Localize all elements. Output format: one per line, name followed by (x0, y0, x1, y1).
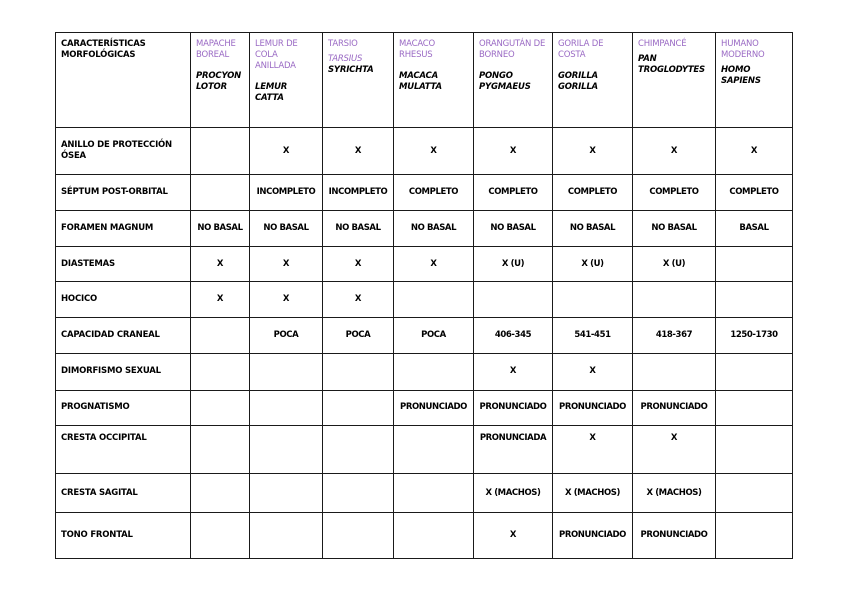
cell: PRONUNCIADO (633, 513, 716, 559)
cell (716, 513, 793, 559)
cell: COMPLETO (633, 174, 716, 210)
scientific-name: LEMUR CATTA (255, 82, 288, 104)
row-label: FORAMEN MAGNUM (56, 211, 191, 246)
cell: PRONUNCIADO (633, 390, 716, 425)
cell: POCA (250, 317, 323, 353)
row-label: CAPACIDAD CRANEAL (56, 317, 191, 353)
cell (394, 426, 474, 474)
cell (191, 426, 250, 474)
cell: X (MACHOS) (633, 473, 716, 513)
cell: NO BASAL (553, 211, 633, 246)
header-characteristics: CARACTERÍSTICAS MORFOLÓGICAS (56, 33, 191, 128)
row-label: DIMORFISMO SEXUAL (56, 354, 191, 390)
table-row (56, 174, 793, 210)
cell: COMPLETO (553, 174, 633, 210)
cell (250, 426, 323, 474)
header-species-4 (474, 33, 553, 128)
cell: X (191, 246, 250, 281)
common-name: MACACO RHESUS (399, 39, 436, 61)
cell: NO BASAL (633, 211, 716, 246)
cell: 418-367 (633, 317, 716, 353)
cell (191, 473, 250, 513)
scientific-name: GORILLA GORILLA (558, 71, 598, 93)
cell: X (323, 128, 394, 175)
row-label: ANILLO DE PROTECCIÓN ÓSEA (56, 128, 191, 175)
cell: X (U) (553, 246, 633, 281)
header-species-2 (323, 33, 394, 128)
cell: 406-345 (474, 317, 553, 353)
cell (394, 354, 474, 390)
common-name: LEMUR DE COLA ANILLADA (255, 39, 298, 72)
row-label: TONO FRONTAL (56, 513, 191, 559)
cell (323, 513, 394, 559)
header-species-1 (250, 33, 323, 128)
scientific-name: HOMO SAPIENS (721, 65, 761, 87)
cell: X (MACHOS) (474, 473, 553, 513)
cell: INCOMPLETO (323, 174, 394, 210)
cell: X (633, 128, 716, 175)
cell (716, 246, 793, 281)
cell: X (394, 246, 474, 281)
common-name: HUMANO MODERNO (721, 39, 765, 61)
cell: COMPLETO (394, 174, 474, 210)
cell (716, 473, 793, 513)
cell: X (716, 128, 793, 175)
cell: COMPLETO (716, 174, 793, 210)
table-row (56, 354, 793, 390)
cell (474, 282, 553, 317)
cell (191, 354, 250, 390)
cell: INCOMPLETO (250, 174, 323, 210)
header-species-6 (633, 33, 716, 128)
scientific-name: PAN TROGLODYTES (638, 54, 705, 76)
table-row (56, 426, 793, 474)
row-label: CRESTA OCCIPITAL (56, 426, 191, 474)
cell (323, 354, 394, 390)
cell (191, 513, 250, 559)
scientific-name: PONGO PYGMAEUS (479, 71, 531, 93)
cell: X (474, 354, 553, 390)
header-row (56, 33, 793, 128)
cell: NO BASAL (250, 211, 323, 246)
cell (250, 513, 323, 559)
cell (716, 390, 793, 425)
scientific-name-species: SYRICHTA (328, 65, 374, 76)
cell (394, 473, 474, 513)
cell: BASAL (716, 211, 793, 246)
common-name: MAPACHE BOREAL (196, 39, 236, 61)
cell (394, 282, 474, 317)
cell: NO BASAL (394, 211, 474, 246)
cell (323, 473, 394, 513)
cell: X (553, 128, 633, 175)
header-species-7 (716, 33, 793, 128)
cell: X (250, 246, 323, 281)
cell: PRONUNCIADA (474, 426, 553, 474)
table-row (56, 282, 793, 317)
table-row (56, 473, 793, 513)
cell: X (633, 426, 716, 474)
cell (716, 354, 793, 390)
header-species-5 (553, 33, 633, 128)
cell (553, 282, 633, 317)
cell: X (250, 282, 323, 317)
scientific-name: MACACA MULATTA (399, 71, 442, 93)
table-row (56, 128, 793, 175)
table-row (56, 317, 793, 353)
scientific-name: PROCYON LOTOR (196, 71, 242, 93)
cell: X (553, 354, 633, 390)
cell (191, 317, 250, 353)
cell: X (U) (474, 246, 553, 281)
cell: NO BASAL (323, 211, 394, 246)
cell (191, 174, 250, 210)
cell: 541-451 (553, 317, 633, 353)
cell: X (191, 282, 250, 317)
row-label: SÉPTUM POST-ORBITAL (56, 174, 191, 210)
cell (394, 513, 474, 559)
row-label: DIASTEMAS (56, 246, 191, 281)
morphology-table (55, 32, 793, 559)
cell: X (553, 426, 633, 474)
cell (323, 426, 394, 474)
cell (716, 282, 793, 317)
cell (716, 426, 793, 474)
row-label: CRESTA SAGITAL (56, 473, 191, 513)
cell (633, 282, 716, 317)
cell: X (323, 246, 394, 281)
cell (250, 390, 323, 425)
cell: POCA (323, 317, 394, 353)
cell: X (394, 128, 474, 175)
header-species-3 (394, 33, 474, 128)
cell (250, 354, 323, 390)
table-row (56, 390, 793, 425)
table-row (56, 513, 793, 559)
cell (323, 390, 394, 425)
cell: X (474, 128, 553, 175)
cell: PRONUNCIADO (553, 390, 633, 425)
cell: X (323, 282, 394, 317)
cell: X (MACHOS) (553, 473, 633, 513)
table-row (56, 211, 793, 246)
scientific-name-genus: TARSIUS (328, 54, 363, 65)
row-label: HOCICO (56, 282, 191, 317)
cell: PRONUNCIADO (394, 390, 474, 425)
common-name: TARSIO (328, 39, 358, 49)
cell: NO BASAL (474, 211, 553, 246)
header-species-0 (191, 33, 250, 128)
cell: PRONUNCIADO (553, 513, 633, 559)
cell: POCA (394, 317, 474, 353)
cell (250, 473, 323, 513)
common-name: CHIMPANCÉ (638, 39, 687, 49)
cell: NO BASAL (191, 211, 250, 246)
common-name: GORILA DE COSTA (558, 39, 604, 61)
common-name: ORANGUTÁN DE BORNEO (479, 39, 546, 61)
table-row (56, 246, 793, 281)
cell: X (474, 513, 553, 559)
cell: COMPLETO (474, 174, 553, 210)
cell (633, 354, 716, 390)
cell (191, 390, 250, 425)
cell: 1250-1730 (716, 317, 793, 353)
cell (191, 128, 250, 175)
cell: PRONUNCIADO (474, 390, 553, 425)
cell: X (U) (633, 246, 716, 281)
row-label: PROGNATISMO (56, 390, 191, 425)
cell: X (250, 128, 323, 175)
